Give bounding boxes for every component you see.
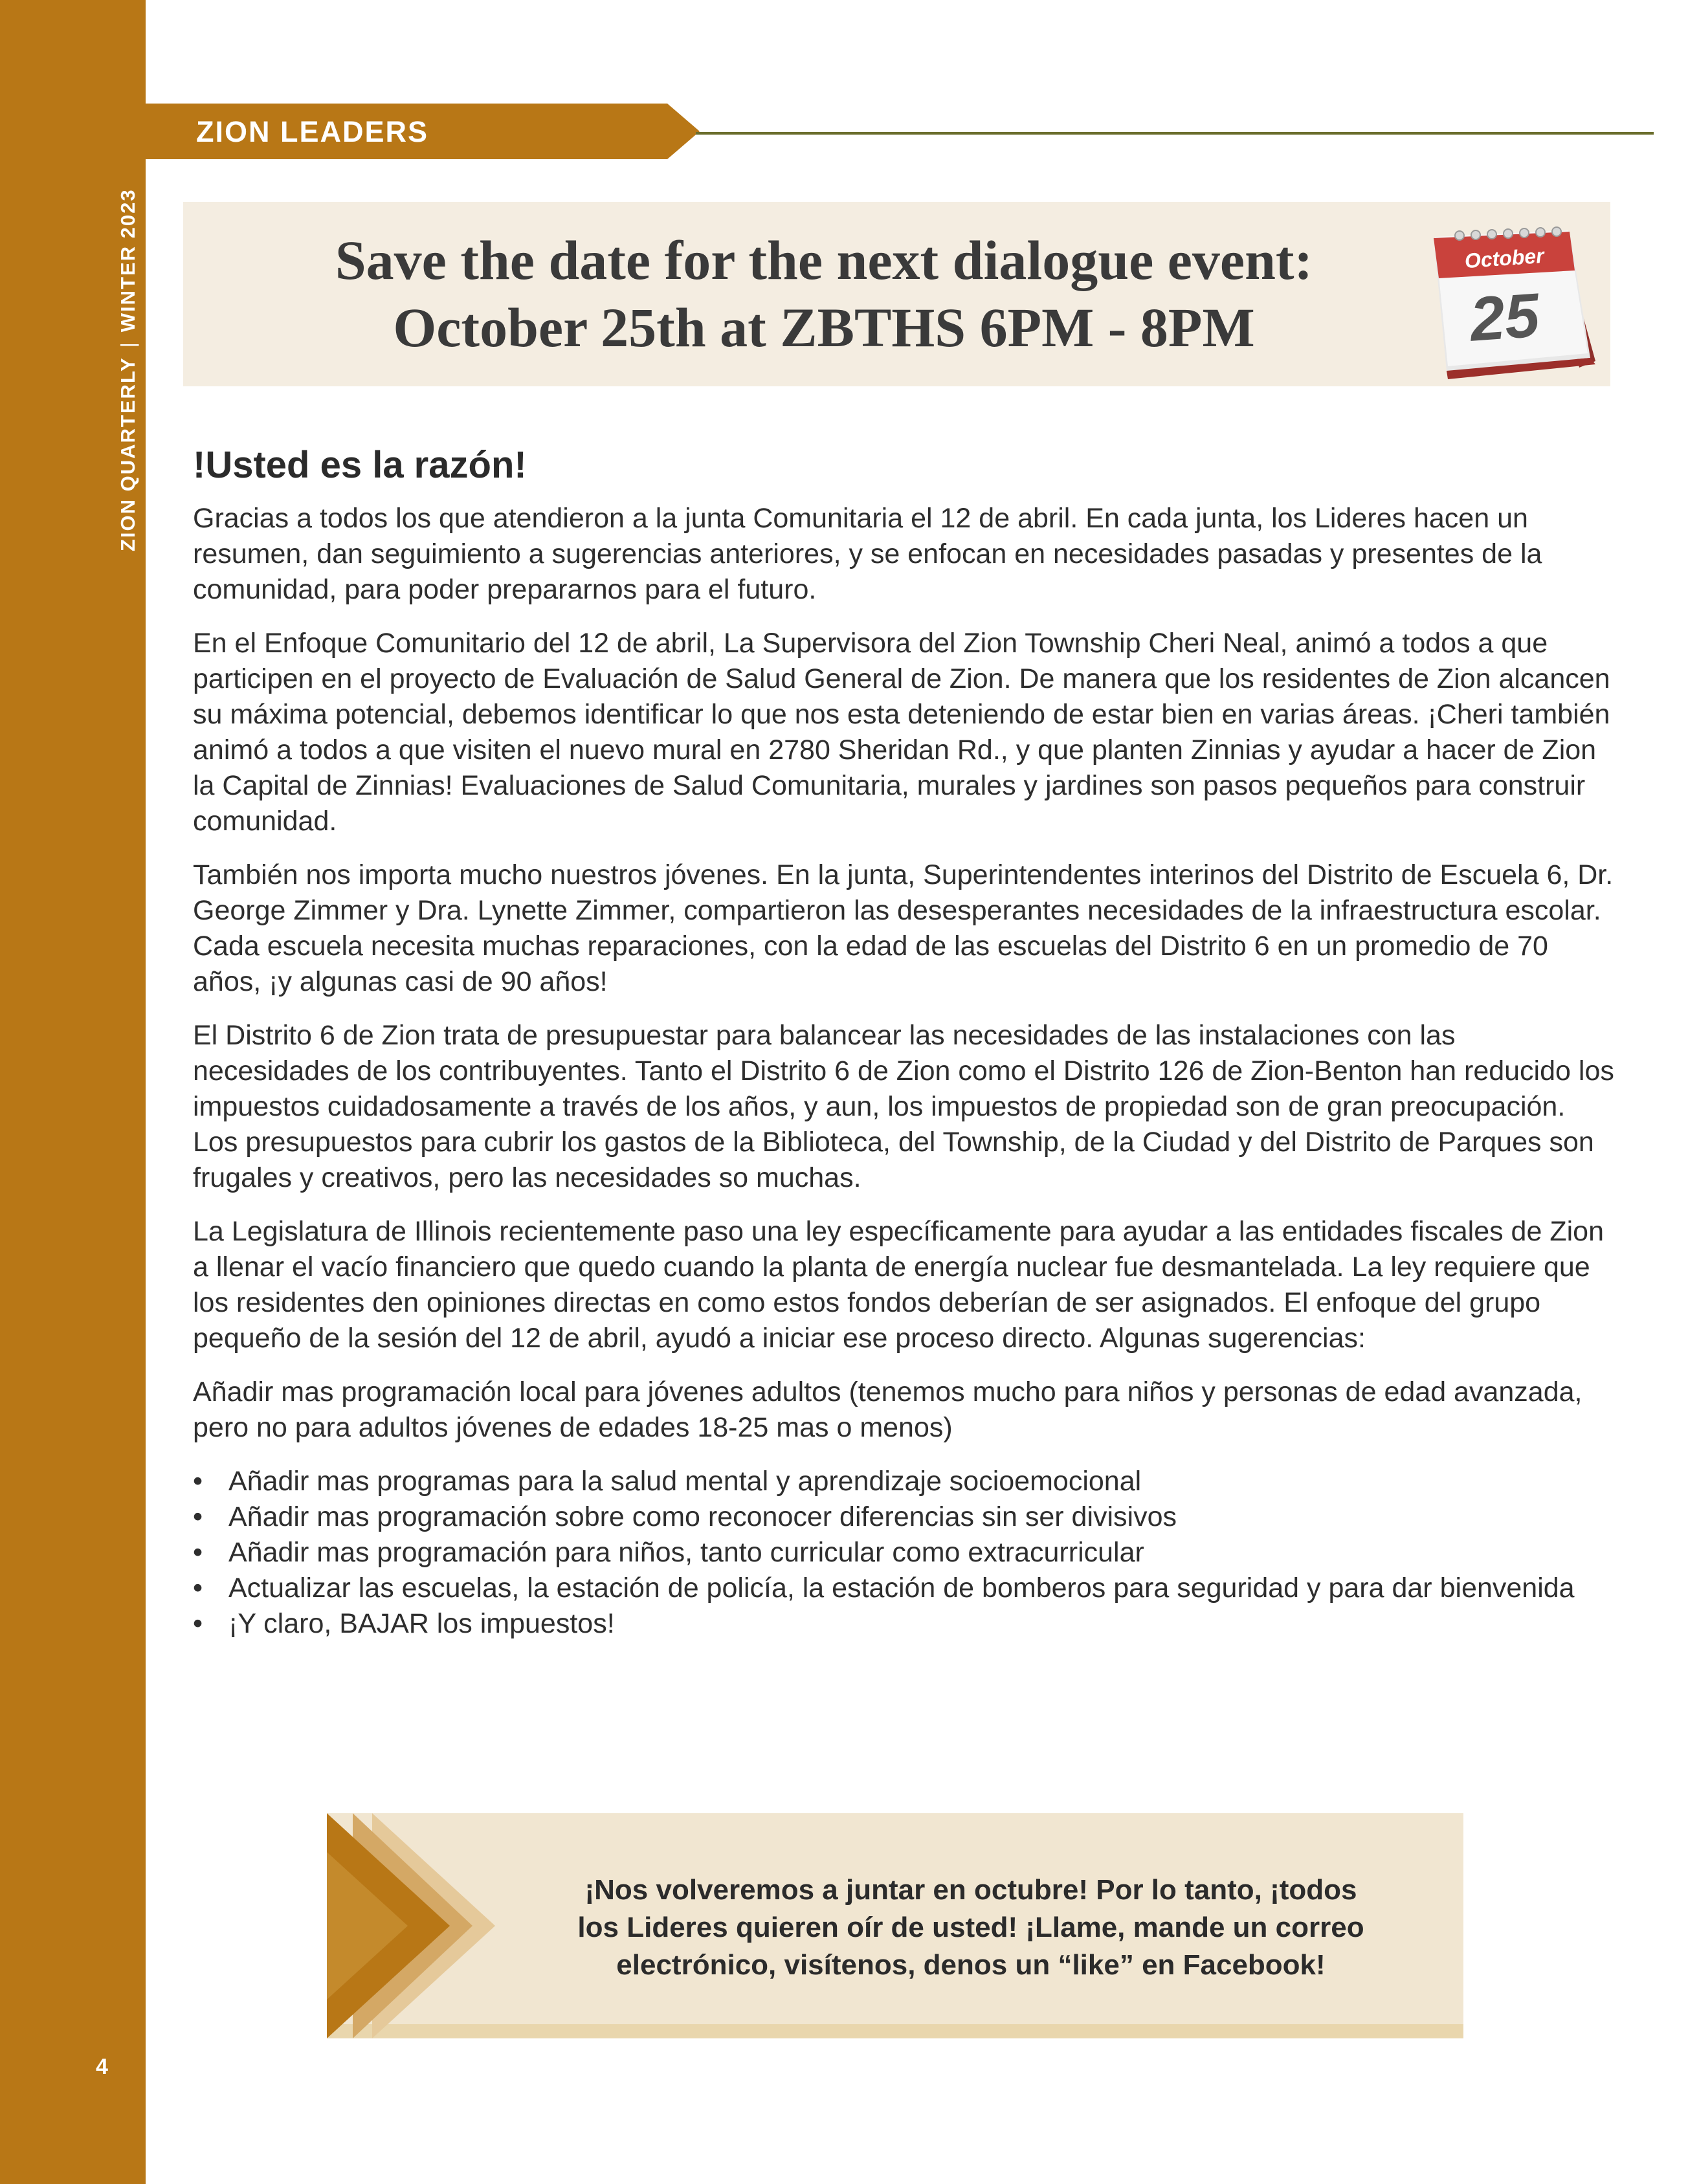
event-banner-line2: October 25th at ZBTHS 6PM - 8PM — [393, 296, 1255, 358]
callout-line: ¡Nos volveremos a juntar en octubre! Por lo tanto, ¡todos — [584, 1874, 1357, 1906]
chevron-right-icon — [327, 1813, 495, 2038]
article-paragraph: Añadir mas programación local para jóvenes adultos (tenemos mucho para niños y personas de edad avanzada, pero no para adultos jóvenes de edades 18-25 mas o menos) — [193, 1376, 1582, 1443]
event-banner — [183, 202, 1610, 386]
list-item: • Añadir mas programación para niños, tanto curricular como extracurricular — [193, 1535, 1617, 1571]
section-title: ZION LEADERS — [196, 115, 429, 148]
list-item: • ¡Y claro, BAJAR los impuestos! — [193, 1606, 1617, 1642]
callout-text — [511, 1871, 1430, 1984]
suggestion-list — [193, 1464, 1617, 1642]
publication-name: ZION QUARTERLY — [117, 357, 139, 551]
section-rule — [696, 132, 1654, 135]
calendar-icon — [1421, 212, 1608, 384]
callout-bottom-band — [327, 2024, 1463, 2038]
masthead-separator: | — [117, 341, 139, 348]
article-paragraph: La Legislatura de Illinois recientemente paso una ley específicamente para ayudar a las entidades fiscales de Zion a llenar el vacío financiero que quedo cuando la planta de energía nuclear fue desmantelada. La ley requiere que los residentes den opiniones directas en como estos fondos deberían de ser asignados. El enfoque del grupo pequeño de la sesión del 12 de abril, ayudó a iniciar ese proceso directo. Algunas sugerencias: — [193, 1216, 1604, 1354]
page-number: 4 — [96, 2055, 108, 2079]
article-paragraph: Gracias a todos los que atendieron a la junta Comunitaria el 12 de abril. En cada junta, los Lideres hacen un resumen, dan seguimiento a sugerencias anteriores, y se enfocan en necesidades pasadas y presentes de la comunidad, para poder prepararnos para el futuro. — [193, 503, 1542, 605]
issue-label: WINTER 2023 — [117, 188, 139, 333]
article-paragraph: En el Enfoque Comunitario del 12 de abril, La Supervisora del Zion Township Cheri Neal, animó a todos a que participen en el proyecto de Evaluación de Salud General de Zion. De manera que los residentes de Zion alcancen su máxima potencial, debemos identificar lo que nos esta deteniendo de estar bien en varias áreas. ¡Cheri también animó a todos a que visiten el nuevo mural en 2780 Sheridan Rd., y que planten Zinnias y ayudar a hacer de Zion la Capital de Zinnias! Evaluaciones de Salud Comunitaria, murales y jardines son pasos pequeños para construir comunidad. — [193, 628, 1610, 837]
article-paragraph: También nos importa mucho nuestros jóvenes. En la junta, Superintendentes interinos del Distrito de Escuela 6, Dr. George Zimmer y Dra. Lynette Zimmer, compartieron las desesperantes necesidades de la infraestructura escolar. Cada escuela necesita muchas reparaciones, con la edad de las escuelas del Distrito 6 en un promedio de 70 años, ¡y algunas casi de 90 años! — [193, 859, 1614, 997]
callout-line: electrónico, visítenos, denos un “like” en Facebook! — [616, 1949, 1326, 1981]
article — [193, 443, 1617, 1642]
callout-line: los Lideres quieren oír de usted! ¡Llame, mande un correo — [577, 1912, 1364, 1943]
list-item: • Añadir mas programación sobre como reconocer diferencias sin ser divisivos — [193, 1499, 1617, 1535]
section-tab — [146, 104, 700, 159]
event-banner-line1: Save the date for the next dialogue event: — [335, 229, 1313, 291]
article-heading: !Usted es la razón! — [193, 444, 527, 486]
list-item: • Actualizar las escuelas, la estación de policía, la estación de bomberos para seguridad y para dar bienvenida — [193, 1571, 1617, 1606]
calendar-day: 25 — [1467, 280, 1542, 355]
article-paragraph: El Distrito 6 de Zion trata de presupuestar para balancear las necesidades de las instalaciones con las necesidades de los contribuyentes. Tanto el Distrito 6 de Zion como el Distrito 126 de Zion-Benton han reducido los impuestos cuidadosamente a través de los años, y aun, los impuestos de propiedad son de gran preocupación. Los presupuestos para cubrir los gastos de la Biblioteca, del Township, de la Ciudad y del Distrito de Parques son frugales y creativos, pero las necesidades so muchas. — [193, 1020, 1614, 1193]
list-item: • Añadir mas programas para la salud mental y aprendizaje socioemocional — [193, 1464, 1617, 1499]
calendar-month: October — [1463, 243, 1545, 273]
